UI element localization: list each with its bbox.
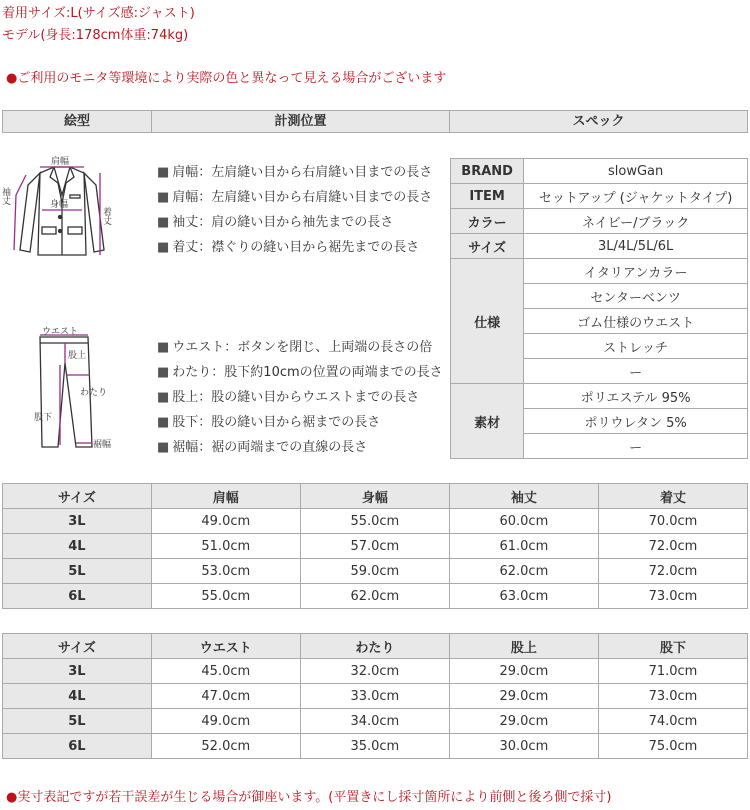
table-cell-size: 5L [3,559,152,584]
table-cell-size: 6L [3,734,152,759]
table-cell: 75.0cm [598,734,747,759]
table-cell: 52.0cm [151,734,300,759]
table-cell: 30.0cm [449,734,598,759]
table-cell: 53.0cm [151,559,300,584]
table-cell: 60.0cm [449,509,598,534]
model-info-text: モデル(身長:178cm体重:74kg) [2,28,189,43]
footer-note: ●実寸表記ですが若干誤差が生じる場合が御座います。(平置きにし採寸箇所により前側と後ろ側で採寸) [6,790,612,805]
table-cell: 62.0cm [449,559,598,584]
measure-item: ■ 股下：股の縫い目から裾までの長さ [157,415,381,430]
table-row [3,559,748,584]
spec-brand-label: BRAND [451,159,524,184]
table-header-cell: サイズ [3,634,152,659]
table-cell: 29.0cm [449,659,598,684]
table-header-cell: 股下 [598,634,747,659]
table-cell-size: 3L [3,659,152,684]
table-cell: 57.0cm [300,534,449,559]
spec-material-value: ポリエステル 95% [524,384,748,409]
table-header-cell: 股上 [449,634,598,659]
table-cell: 74.0cm [598,709,747,734]
jacket-illustration [2,155,122,275]
table-header-row [3,484,748,509]
table-cell: 47.0cm [151,684,300,709]
table-cell-size: 4L [3,684,152,709]
table-cell: 35.0cm [300,734,449,759]
pants-illustration [30,325,125,455]
table-header-cell: 身幅 [300,484,449,509]
table-cell-size: 6L [3,584,152,609]
spec-spec-value: ー [524,359,748,384]
table-cell: 51.0cm [151,534,300,559]
spec-spec-label: 仕様 [451,259,524,384]
table-row [3,534,748,559]
spec-row-spec [451,259,748,284]
header-illustration: 絵型 [3,111,152,132]
table-row [3,709,748,734]
spec-row-color [451,209,748,234]
spec-spec-value: ゴム仕様のウエスト [524,309,748,334]
table-cell: 49.0cm [151,709,300,734]
color-notice-text: ●ご利用のモニタ等環境により実際の色と異なって見える場合がございます [6,71,447,86]
pants-size-table [2,633,748,759]
table-cell: 62.0cm [300,584,449,609]
spec-material-value: ー [524,434,748,459]
table-cell: 72.0cm [598,559,747,584]
table-cell: 72.0cm [598,534,747,559]
table-row [3,509,748,534]
table-cell: 73.0cm [598,584,747,609]
table-cell: 71.0cm [598,659,747,684]
pants-hem-label: 裾幅 [93,440,112,450]
spec-spec-value: イタリアンカラー [524,259,748,284]
table-header-cell: 着丈 [598,484,747,509]
jacket-sleeve-label: 袖丈 [0,187,10,205]
measure-item: ■ 肩幅：左肩縫い目から右肩縫い目までの長さ [157,190,433,205]
table-cell: 55.0cm [151,584,300,609]
spec-size-value: 3L/4L/5L/6L [524,234,748,259]
jacket-length-label: 着丈 [101,207,111,225]
spec-color-label: カラー [451,209,524,234]
measure-item: ■ わたり：股下約10cmの位置の両端までの長さ [157,365,443,380]
table-header-row [3,634,748,659]
pants-thigh-label: わたり [80,388,108,398]
jacket-size-table [2,483,748,609]
spec-row-material [451,384,748,409]
table-row [3,734,748,759]
spec-material-value: ポリウレタン 5% [524,409,748,434]
table-cell: 70.0cm [598,509,747,534]
measure-item: ■ 袖丈：肩の縫い目から袖先までの長さ [157,215,394,230]
table-cell-size: 5L [3,709,152,734]
measure-item: ■ 股上：股の縫い目からウエストまでの長さ [157,390,420,405]
pants-rise-label: 股上 [68,351,87,361]
table-cell: 49.0cm [151,509,300,534]
table-header-cell: わたり [300,634,449,659]
pants-waist-label: ウエスト [42,327,79,337]
table-cell: 34.0cm [300,709,449,734]
table-cell: 55.0cm [300,509,449,534]
table-cell: 59.0cm [300,559,449,584]
spec-size-label: サイズ [451,234,524,259]
table-cell: 73.0cm [598,684,747,709]
measure-item: ■ 着丈：襟ぐりの縫い目から裾先までの長さ [157,240,420,255]
table-header-cell: 袖丈 [449,484,598,509]
table-cell: 29.0cm [449,684,598,709]
table-header-cell: 肩幅 [151,484,300,509]
table-header-cell: ウエスト [151,634,300,659]
wear-size-text: 着用サイズ:L(サイズ感:ジャスト) [2,6,195,21]
spec-material-label: 素材 [451,384,524,459]
spec-table [450,158,748,459]
spec-spec-value: ストレッチ [524,334,748,359]
table-cell: 61.0cm [449,534,598,559]
table-row [3,684,748,709]
table-cell: 29.0cm [449,709,598,734]
table-header-cell: サイズ [3,484,152,509]
table-cell: 33.0cm [300,684,449,709]
spec-row-brand [451,159,748,184]
jacket-shoulder-label: 肩幅 [51,157,70,167]
measure-item: ■ ウエスト：ボタンを閉じ、上両端の長さの倍 [157,340,433,355]
spec-row-size [451,234,748,259]
table-cell: 32.0cm [300,659,449,684]
pants-inseam-label: 股下 [34,413,53,423]
table-row [3,584,748,609]
spec-row-item [451,184,748,209]
table-cell: 63.0cm [449,584,598,609]
table-row [3,659,748,684]
measure-item: ■ 肩幅：左肩縫い目から右肩縫い目までの長さ [157,165,433,180]
header-measure-position: 計測位置 [152,111,450,132]
spec-item-label: ITEM [451,184,524,209]
spec-spec-value: センターベンツ [524,284,748,309]
spec-brand-value: slowGan [524,159,748,184]
measure-item: ■ 裾幅：裾の両端までの直線の長さ [157,440,368,455]
header-spec: スペック [572,114,625,129]
table-cell-size: 4L [3,534,152,559]
table-cell-size: 3L [3,509,152,534]
table-cell: 45.0cm [151,659,300,684]
spec-item-value: セットアップ (ジャケットタイプ) [524,184,748,209]
spec-color-value: ネイビー/ブラック [524,209,748,234]
section-header-bar [2,110,748,133]
jacket-body-label: 身幅 [50,200,69,210]
